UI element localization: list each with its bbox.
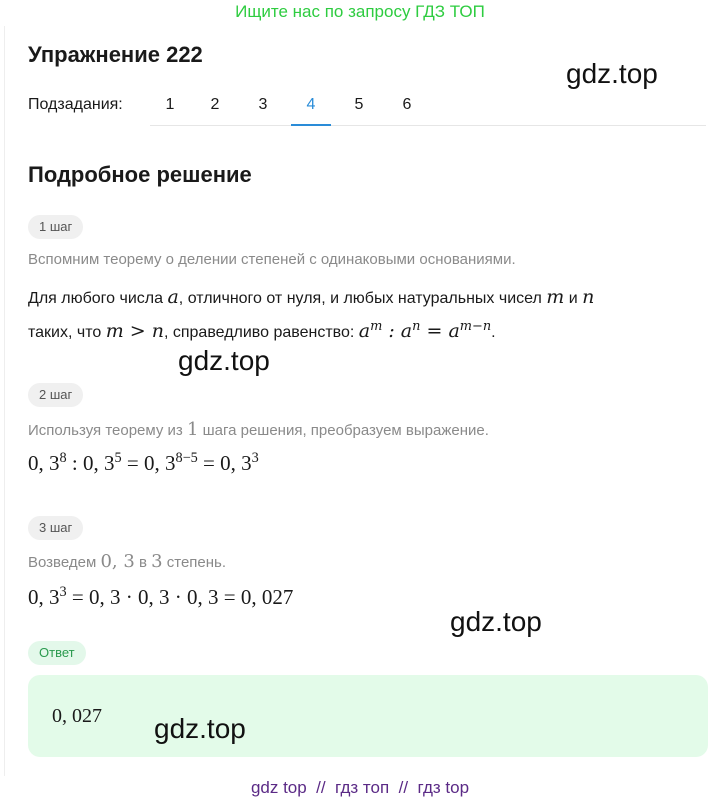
hint-value: 0, 3 <box>100 551 135 572</box>
step-1-hint: Вспомним теорему о делении степеней с одинаковыми основаниями. <box>28 251 516 268</box>
step-1-badge: 1 шаг <box>28 215 83 239</box>
text-part: в <box>134 554 152 571</box>
footer-links: gdz top // гдз топ // гдз top <box>250 778 470 797</box>
var-a: a <box>167 286 179 308</box>
var-m: m <box>546 286 565 308</box>
step-3-badge: 3 шаг <box>28 516 83 540</box>
text-part: , справедливо равенство: <box>163 324 359 341</box>
watermark: gdz.top <box>154 713 246 744</box>
tab-subtask-5[interactable]: 5 <box>354 96 364 113</box>
exercise-title: Упражнение 222 <box>28 42 203 67</box>
step-1-line-2: таких, что m > n, справедливо равенство: $a^m$ : $a^n = a^{m-n}$. <box>28 318 496 342</box>
var-n: n <box>582 286 595 308</box>
section-title: Подробное решение <box>28 162 252 187</box>
text-part: , отличного от нуля, и любых натуральных чисел <box>178 290 547 307</box>
text-part: Возведем <box>28 554 101 571</box>
tab-subtask-3[interactable]: 3 <box>258 96 268 113</box>
tab-subtask-2[interactable]: 2 <box>210 96 220 113</box>
tab-subtask-4[interactable]: 4 <box>291 96 331 126</box>
watermark: gdz.top <box>566 58 658 89</box>
watermark: gdz.top <box>450 606 542 637</box>
answer-box <box>28 675 708 757</box>
tab-subtask-1[interactable]: 1 <box>165 96 175 113</box>
condition: m > n <box>105 320 164 342</box>
text-part: шага решения, преобразуем выражение. <box>198 422 489 439</box>
subtasks-tabs <box>150 86 706 126</box>
text-part: и <box>564 290 583 307</box>
text-part: Для любого числа <box>28 290 168 307</box>
step-2-hint <box>28 419 489 440</box>
answer-value: 0, 027 <box>52 705 102 727</box>
top-banner: Ищите нас по запросу ГДЗ ТОП <box>235 2 485 21</box>
text-part: таких, что <box>28 324 106 341</box>
step-3-hint <box>28 551 226 572</box>
step-2-formula: 0, $3^8$ : 0, $3^5 = 0$, $3^{8-5} = 0$, $3^3$ <box>28 450 259 475</box>
step-3-formula: 0, $3^3 = 0$, 3 · 0, 3 · 0, 3 = 0, 027 <box>28 584 294 609</box>
text-part: Используя теорему из <box>28 422 187 439</box>
step-1-line-1 <box>28 286 594 308</box>
hint-number: 1 <box>186 419 199 440</box>
text-part: степень. <box>162 554 227 571</box>
content-card <box>4 26 720 776</box>
theorem-formula: $a^m$ : $a^n = a^{m-n}$ <box>358 318 492 342</box>
answer-badge: Ответ <box>28 641 86 665</box>
hint-power: 3 <box>151 551 163 572</box>
watermark: gdz.top <box>178 345 270 376</box>
step-2-badge: 2 шаг <box>28 383 83 407</box>
subtasks-label: Подзадания: <box>28 96 123 113</box>
tab-subtask-6[interactable]: 6 <box>402 96 412 113</box>
